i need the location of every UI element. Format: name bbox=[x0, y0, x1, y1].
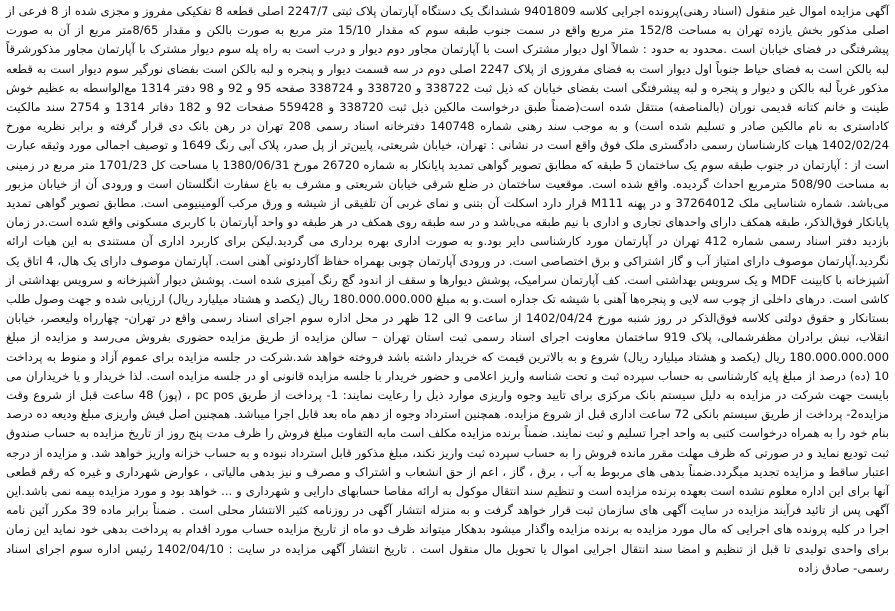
auction-notice-text: آگهی مزایده اموال غیر منقول (اسناد رهنی)پرونده اجرایی کلاسه 9401809 ششدانگ یک دستگاه آپارتمان پلاک ثبتی 2247/7 اصلی قطعه 8 تفکیکی مفروز و مجزی شده از 8 فرعی از اصلی مذکور بخش یازده تهران به مساحت 152/8 متر مربع واقع در سمت جنوب طبقه سوم که مقدار 15/10 متر مربع به صورت بالکن و مقدار 8/65متر مربع از آن به صورت پیشرفتگی در فضای خیابان است .محدود به حدود : شمالاً اول دیوار مشترک است با آپارتمان مجاور دوم دیوار و درب است به راه پله سوم دیوار مشترک با آپارتمان مجاور مذکورشرقاً لبه بالکن است به فضای حیاط جنوباً اول دیوار است به فضای مفروزی از پلاک 2247 اصلی دوم در سه قسمت دیوار و پنجره و لبه بالکن است بفضای نورگیر سوم دیوار است به قطعه مذکور غرباً لبه بالکن و دیوار و پنجره و لبه پیشرفتگی است بفضای خیابان که ذیل ثبت 338722 و 338720 و 338724 صفحه 95 و 92 و 98 دفتر 1314 مع‌الواسطه به عظیم خوش طینت و خانم کتانه قدیمی نوران (بالمناصفه) منتقل شده است(ضمناً طبق درخواست مالکین ذیل ثبت 338720 و 559428 صفحات 92 و 182 دفاتر 1314 و 2754 سند مالکیت کاداستری به نام مالکین صادر و تسلیم شده است) و به موجب سند رهنی شماره 140748 دفترخانه اسناد رسمی 208 تهران در رهن بانک دی قرار گرفته و برابر نظریه مورخ 1402/02/24 هیات کارشناسان رسمی دادگستری ملک فوق واقع است در نشانی : تهران، خیابان شریعتی، پایین‌تر از پل صدر، پلاک آبی رنگ 1649 و توصیف اجمالی مورد وثیقه عبارت است از : آپارتمان در جنوب طبقه سوم یک ساختمان 5 طبقه که مطابق تصویر گواهی تمدید پایانکار به شماره 26720 مورخ 1380/06/31 با مساحت کل 1701/23 متر مربع در زمینی به مساحت 508/90 مترمربع احداث گردیده. واقع شده است. موقعیت ساختمان در ضلع شرقی خیابان شریعتی و مشرف به باغ سفارت انگلستان است و ورودی آن از خیابان مزبور می‌باشد. شماره شناسایی ملک 37264012 و در پهنه M111 قرار دارد اسکلت آن بتنی و نمای غربی آن تلفیقی از شیشه و ورق مرکب آلومینیومی است. مطابق تصویر گواهی تمدید پایانکار فوق‌الذکر، طبقه همکف دارای واحدهای تجاری و اداری با نیم طبقه می‌باشد و در سه طبقه روی همکف در هر طبقه دو واحد آپارتمان با کاربری مسکونی واقع شده است.در زمان بازدید دفتر اسناد رسمی شماره 412 تهران در آپارتمان مورد کارشناسی دایر بود.و به صورت اداری بهره برداری می گردید.لیکن برای کاربرد اداری آن مستندی به این هیات ارائه نگردید.آپارتمان موصوف دارای امتیاز آب و گاز اشتراکی و برق اختصاصی است. در ورودی آپارتمان چوبی بهمراه حفاظ آکاردئونی آهنی است. آپارتمان موصوف دارای یک هال، 4 اتاق یک آشپزخانه با کابینت MDF و یک سرویس بهداشتی است. کف آپارتمان سرامیک، پوشش دیوارها و سقف از اندود گچ رنگ آمیزی شده است. پوشش دیوار آشپزخانه و سرویس بهداشتی از کاشی است. درهای داخلی از چوب سه لایی و پنجره‌ها آهنی با شیشه تک جداره است.و به مبلغ 180.000.000.000 ریال (یکصد و هشتاد میلیارد ریال) ارزیابی شده و جهت وصول طلب بستانکار و حقوق دولتی کلاسه فوق‌الذکر در روز شنبه مورخ 1402/04/24 از ساعت 9 الی 12 ظهر در محل اداره سوم اجرای اسناد رسمی واقع در تهران- چهارراه ولیعصر، خیابان انقلاب، نبش برادران مظفرشمالی، پلاک 919 ساختمان معاونت اجرای اسناد رسمی ثبت استان تهران – سالن مزایده از طریق مزایده حضوری بفروش می‌رسد و مزایده از مبلغ 180.000.000.000 ریال (یکصد و هشتاد میلیارد ریال) شروع و به بالاترین قیمت که خریدار داشته باشد فروخته خواهد شد.شرکت در جلسه مزایده برای عموم آزاد و منوط به پرداخت 10 (ده) درصد از مبلغ پایه کارشناسی به حساب سپرده ثبت و تحت شناسه واریز اعلامی و حضور خریدار با جلسه مزایده قانونی او در جلسه مزایده است. لذا خریدار و یا خریداران می بایست جهت شرکت در مزایده به دلیل سیستم بانک مرکزی برای تایید وجوه واریزی موارد ذیل را رعایت نمایند: 1- پرداخت از طریق pc pos ، (پوز) 48 ساعت قبل از شروع وقت مزایده2- پرداخت از طریق سیستم بانکی 72 ساعت اداری قبل از شروع مزایده. همچنین استرداد وجوه از دهم ماه بعد قابل اجرا میباشد. همچنین اصل فیش واریزی مبلغ ودیعه ده درصد بنام خود را به همراه درخواست کتبی به واحد اجرا تسلیم و ثبت نمایند. ضمناً برنده مزایده مکلف است مابه التفاوت مبلغ فروش را ظرف مدت پنج روز از تاریخ مزایده به حساب صندوق ثبت تودیع نماید و در صورتی که ظرف مهلت مقرر مانده فروش را به حساب سپرده ثبت واریز نکند، مبلغ مذکور قابل استرداد نبوده و به حساب خزانه واریز خواهد شد. و مزایده از درجه اعتبار ساقط و مزایده تجدید میگردد.ضمناً بدهی های مربوط به آب ، برق ، گاز ، اعم از حق انشعاب و اشتراک و مصرف و نیز بدهی مالیاتی ، عوارض شهرداری و غیره که رقم قطعی آنها برای این اداره معلوم نشده است بعهده برنده مزایده است و تنظیم سند انتقال موکول به ارائه مفاصا حسابهای دارایی و شهرداری و ... خواهد بود و مورد مزایده بیمه نمی باشد.این آگهی پس از تائید فرآیند مزایده در سایت آگهی های سازمان ثبت قرار خواهد گرفت و به منزله انتشار آگهی در روزنامه کثیر الانتشار محلی است . ضمناً برابر ماده 39 مکرر آئین نامه اجرا در کلیه پرونده های اجرایی که مال مورد مزایده به برنده مزایده واگذار میشود بدهکار میتواند ظرف دو ماه از تاریخ مزایده حساب مورد اقدام به پرداخت بدهی خود نماید این زمان برای واحدی تولیدی تا قبل از تنظیم و امضا سند انتقال اجرایی اموال یا تحویل مال منقول است . تاریخ انتشار آگهی مزایده در سایت : 1402/04/10 رئیس اداره سوم اجرای اسناد رسمی- صادق زاده bbox=[6, 4, 890, 575]
